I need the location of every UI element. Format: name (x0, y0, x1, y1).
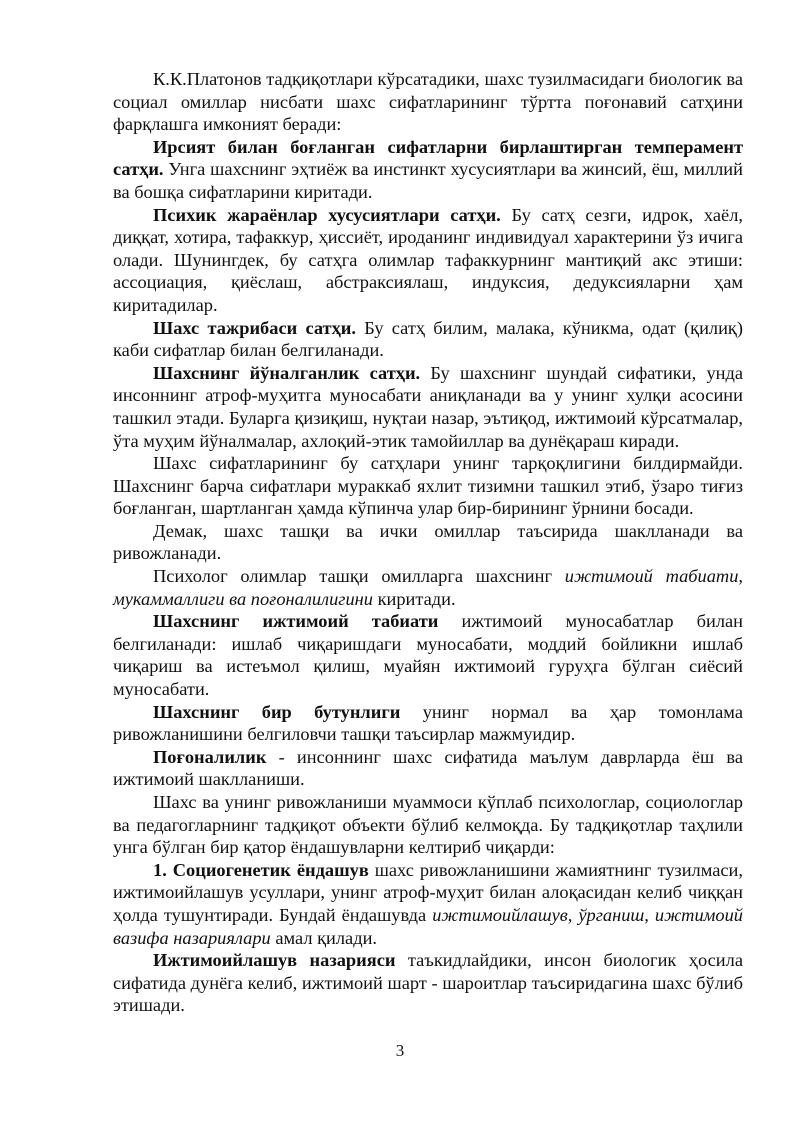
paragraph (113, 204, 743, 317)
text-run: ижтимоий муносабатлар билан белгиланади: ишлаб чиқаришдаги муносабати, моддий бойликни ишлаб чиқариш ва истеъмол қилиш, муайян ижтимоий гуруҳга бўлган сиёсий муносабати. (113, 611, 744, 700)
text-run: - инсоннинг шахс сифатида маълум даврларда ёш ва ижтимоий шаклланиши. (113, 746, 743, 790)
heading-run: Ирсият билан боғланган сифатларни бирлаштирган темперамент сатҳи. (113, 136, 743, 180)
heading-run: Шахснинг бир бутунлиги (153, 701, 401, 722)
paragraph (113, 791, 743, 859)
text-run: Унга шахснинг эҳтиёж ва инстинкт хусусиятлари ва жинсий, ёш, миллий ва бошқа сифатларини киритади. (113, 159, 743, 202)
paragraph (113, 610, 743, 700)
text-run: Бу сатҳ билим, малака, кўникма, одат (қилиқ) каби сифатлар билан белгиланади. (113, 317, 743, 361)
paragraph (113, 362, 743, 452)
text-run: киритади. (372, 588, 456, 609)
text-run: Бу шахснинг шундай сифатики, унда инсоннинг атроф-муҳитга муносабати аниқланади ва у унинг хулқи асосини ташкил этади. Буларга қизиқиш, нуқтаи назар, эътиқод, ижтимоий кўрсатмалар, ўта муҳим йўналмалар, ахлоқий-этик тамойиллар ва дунёқараш киради. (113, 362, 743, 451)
text-run: Психолог олимлар ташқи омилларга шахснинг (153, 566, 565, 587)
heading-run: Шахснинг ижтимоий табиати (153, 611, 439, 632)
text-run: унинг нормал ва ҳар томонлама ривожланишини белгиловчи ташқи таъсирлар мажмуидир. (113, 701, 743, 745)
text-run: амал қилади. (270, 927, 378, 948)
paragraph (113, 317, 743, 362)
heading-run: Шахснинг йўналганлик сатҳи. (153, 362, 421, 383)
paragraph (113, 701, 743, 746)
paragraph (113, 68, 743, 136)
paragraph (113, 136, 743, 204)
emphasis-run: ижтимоийлашув, ўрганиш, ижтимоий вазифа назариялари (113, 904, 743, 948)
emphasis-run: ижтимоий табиати, мукаммаллиги ва поғоналилигини (113, 566, 743, 609)
text-run: Шахс сифатларининг бу сатҳлари унинг тарқоқлигини билдирмайди. Шахснинг барча сифатлари мураккаб яхлит тизимни ташкил этиб, ўзаро тиғиз боғланган, шартланган ҳамда кўпинча улар бир-бирининг ўрнини босади. (113, 453, 743, 519)
heading-run: Поғоналилик (153, 746, 267, 767)
text-run: К.К.Платонов тадқиқотлари кўрсатадики, шахс тузилмасидаги биологик ва социал омиллар нисбати шахс сифатларининг тўртта поғонавий сатҳини фарқлашга имконият беради: (113, 69, 743, 135)
paragraph (113, 565, 743, 610)
document-body (113, 68, 743, 1017)
text-run: Бу сатҳ сезги, идрок, хаёл, диққат, хотира, тафаккур, ҳиссиёт, иродaнинг индивидуал характерини ўз ичига олади. Шунингдек, бу сатҳга олимлар тафаккурнинг мантиқий акс этиши: ассоциация, қиёслаш, абстраксиялаш, индуксия, дедуксияларни ҳам киритадилар. (113, 204, 743, 315)
paragraph (113, 520, 743, 565)
text-run: Демак, шахс ташқи ва ички омиллар таъсирида шаклланади ва ривожланади. (113, 520, 743, 564)
heading-run: Ижтимоийлашув назарияси (153, 950, 396, 971)
paragraph (113, 859, 743, 949)
heading-run: Шахс тажрибаси сатҳи. (153, 317, 356, 338)
heading-run: 1. Социогенетик ёндашув (153, 859, 369, 880)
paragraph (113, 949, 743, 1017)
page-number: 3 (395, 1041, 405, 1060)
text-run: Шахс ва унинг ривожланиши муаммоси кўплаб психологлар, социологлар ва педагогларнинг тадқиқот объекти бўлиб келмоқда. Бу тадқиқотлар таҳлили унга бўлган бир қатор ёндашувларни келтириб чиқарди: (113, 792, 743, 858)
text-run: таъкидлайдики, инсон биологик ҳосила сифатида дунёга келиб, ижтимоий шарт - шароитлар таъсиридагина шахс бўлиб этишади. (113, 950, 743, 1016)
paragraph (113, 746, 743, 791)
paragraph (113, 452, 743, 520)
heading-run: Психик жараёнлар хусусиятлари сатҳи. (153, 204, 501, 225)
text-run: шахс ривожланишини жамиятнинг тузилмаси, ижтимоийлашув усуллари, унинг атроф-муҳит билан алоқасидан келиб чиққан ҳолда тушунтиради. Бундай ёндашувда (113, 859, 743, 925)
